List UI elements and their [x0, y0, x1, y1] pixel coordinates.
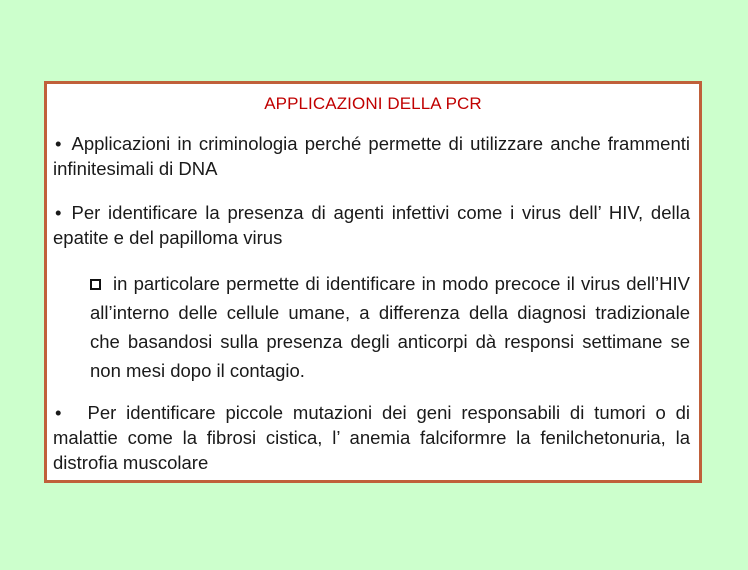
- bullet-text: Per identificare piccole mutazioni dei geni responsabili di tumori o di malattie come la fibrosi cistica, l’ anemia falciformre la fenilchetonuria, la distrofia muscolare: [53, 402, 690, 473]
- bullet-icon: •: [55, 133, 62, 154]
- sub-point-text: in particolare permette di identificare in modo precoce il virus dell’HIV all’interno delle cellule umane, a differenza della diagnosi tradizionale che basandosi sulla presenza degli anticorpi dà responsi settimane se non mesi dopo il contagio.: [90, 273, 690, 381]
- bullet-icon: •: [55, 202, 62, 223]
- content-box: [44, 81, 702, 483]
- bullet-text: Per identificare la presenza di agenti infettivi come i virus dell’ HIV, della epatite e del papilloma virus: [53, 202, 690, 248]
- bullet-icon: •: [55, 402, 62, 423]
- sub-point-hiv: [90, 269, 690, 385]
- bullet-point-mutations: [53, 400, 690, 475]
- bullet-point-infections: [53, 200, 690, 250]
- slide-title: APPLICAZIONI DELLA PCR: [264, 94, 482, 113]
- square-bullet-icon: [90, 279, 101, 290]
- bullet-point-criminology: [53, 131, 690, 181]
- bullet-text: Applicazioni in criminologia perché permette di utilizzare anche frammenti infinitesimali di DNA: [53, 133, 690, 179]
